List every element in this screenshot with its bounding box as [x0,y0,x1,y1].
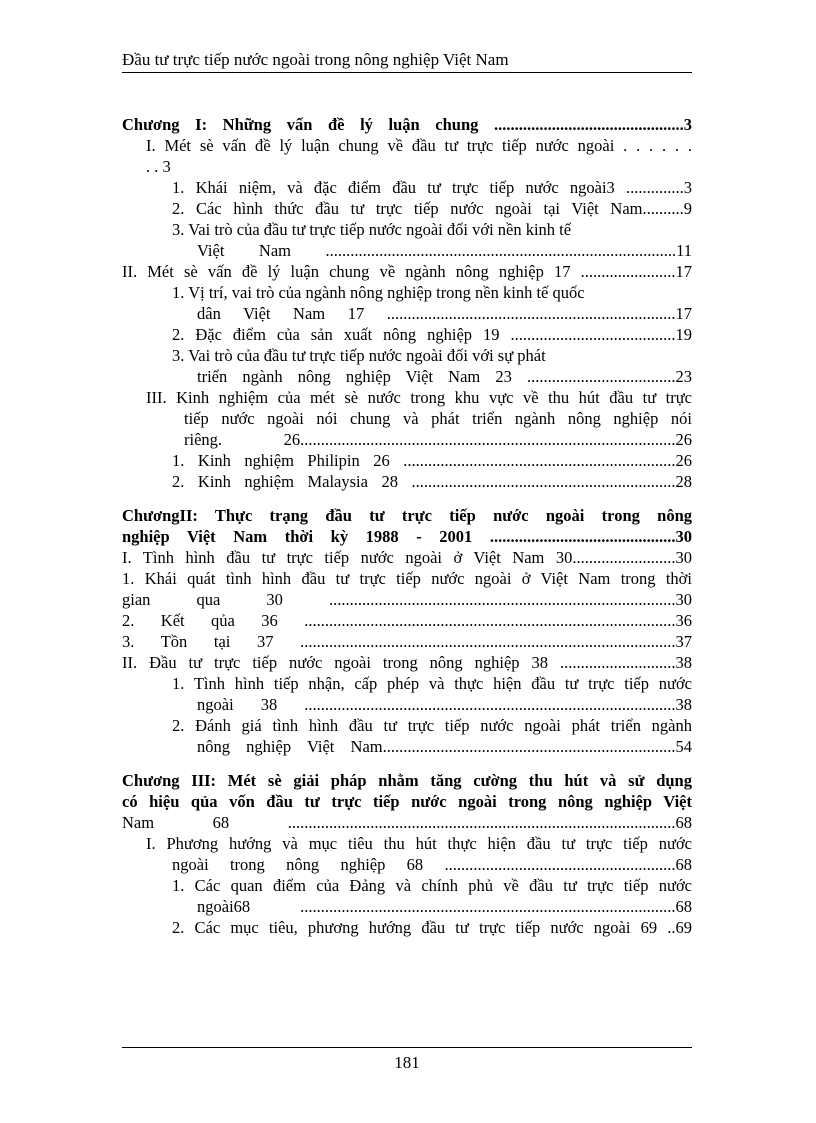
toc-item[interactable]: 2. Đặc điểm của sản xuất nông nghiệp 19 ........................................19 [172,325,692,344]
toc-section[interactable]: I. Mét sè vấn đề lý luận chung về đầu tư trực tiếp nước ngoài . . . . . . [146,136,692,155]
toc-section[interactable]: II. Đầu tư trực tiếp nước ngoài trong nông nghiệp 38 ............................38 [122,653,692,672]
toc-item-continuation: dân Việt Nam 17 ......................................................................17 [197,304,692,323]
toc-section-continuation: tiếp nước ngoài nói chung và phát triển ngành nông nghiệp nói [184,409,692,428]
toc-chapter-title-continuation: nghiệp Việt Nam thời kỳ 1988 - 2001 .............................................30 [122,527,692,546]
toc-chapter-title[interactable]: Chương I: Những vấn đề lý luận chung ..............................................3 [122,115,692,134]
toc-item[interactable]: 2. Các hình thức đầu tư trực tiếp nước ngoài tại Việt Nam..........9 [172,199,692,218]
toc-section[interactable]: III. Kinh nghiệm của mét sè nước trong khu vực về thu hút đầu tư trực [146,388,692,407]
toc-item[interactable]: 1. Kinh nghiệm Philipin 26 ..................................................................26 [172,451,692,470]
toc-item-continuation: ngoài68 ...........................................................................................68 [197,897,692,916]
toc-item[interactable]: 1. Tình hình tiếp nhận, cấp phép và thực hiện đầu tư trực tiếp nước [172,674,692,693]
page-number: 181 [394,1053,420,1072]
toc-section-continuation: ngoài trong nông nghiệp 68 ........................................................68 [172,855,692,874]
footer-rule [122,1047,692,1048]
toc-item-continuation: gian qua 30 ....................................................................................30 [122,590,692,609]
toc-item[interactable]: 2. Đánh giá tình hình đầu tư trực tiếp nước ngoài phát triển ngành [172,716,692,735]
toc-section[interactable]: I. Phương hướng và mục tiêu thu hút thực hiện đầu tư trực tiếp nước [146,834,692,853]
toc-chapter-title-continuation: Nam 68 ..............................................................................................68 [122,813,692,832]
toc-chapter-3 [122,770,692,938]
toc-item-continuation: triển ngành nông nghiệp Việt Nam 23 ....................................23 [197,367,692,386]
toc-chapter-title-continuation: có hiệu qủa vốn đầu tư trực tiếp nước ngoài trong nông nghiệp Việt [122,792,692,811]
toc-chapter-1 [122,114,692,492]
toc-item[interactable]: 2. Kết qủa 36 ..........................................................................................36 [122,611,692,630]
toc-item[interactable]: 1. Vị trí, vai trò của ngành nông nghiệp trong nền kinh tế quốc [172,283,585,302]
header-rule [122,72,692,73]
toc-item[interactable]: 1. Các quan điểm của Đảng và chính phủ về đầu tư trực tiếp nước [172,876,692,895]
toc-section-continuation: riêng. 26...........................................................................................26 [184,430,692,449]
toc-item[interactable]: 3. Vai trò của đầu tư trực tiếp nước ngoài đối với sự phát [172,346,546,365]
toc-section[interactable]: II. Mét sè vấn đề lý luận chung về ngành nông nghiệp 17 .......................17 [122,262,692,281]
toc-item[interactable]: 1. Khái quát tình hình đầu tư trực tiếp nước ngoài ở Việt Nam trong thời [122,569,692,588]
table-of-contents [122,114,692,951]
toc-item[interactable]: 3. Tồn tại 37 ...........................................................................................37 [122,632,692,651]
running-header: Đầu tư trực tiếp nước ngoài trong nông nghiệp Việt Nam [122,50,509,69]
toc-item[interactable]: 3. Vai trò của đầu tư trực tiếp nước ngoài đối với nền kinh tế [172,220,572,239]
toc-item[interactable]: 2. Các mục tiêu, phương hướng đầu tư trực tiếp nước ngoài 69 ..69 [172,918,692,937]
toc-item[interactable]: 1. Khái niệm, và đặc điểm đầu tư trực tiếp nước ngoài3 ..............3 [172,178,692,197]
toc-item-continuation: Việt Nam .....................................................................................11 [197,241,692,260]
toc-item[interactable]: 2. Kinh nghiệm Malaysia 28 ................................................................28 [172,472,692,491]
toc-section[interactable]: I. Tình hình đầu tư trực tiếp nước ngoài ở Việt Nam 30.........................30 [122,548,692,567]
toc-item-continuation: ngoài 38 ..........................................................................................38 [197,695,692,714]
toc-chapter-title[interactable]: ChươngII: Thực trạng đầu tư trực tiếp nước ngoài trong nông [122,506,692,525]
toc-chapter-title[interactable]: Chương III: Mét sè giải pháp nhằm tăng cường thu hút và sử dụng [122,771,692,790]
toc-item-continuation: nông nghiệp Việt Nam.......................................................................54 [197,737,692,756]
toc-chapter-2 [122,505,692,757]
toc-section-continuation: . . 3 [146,157,171,176]
